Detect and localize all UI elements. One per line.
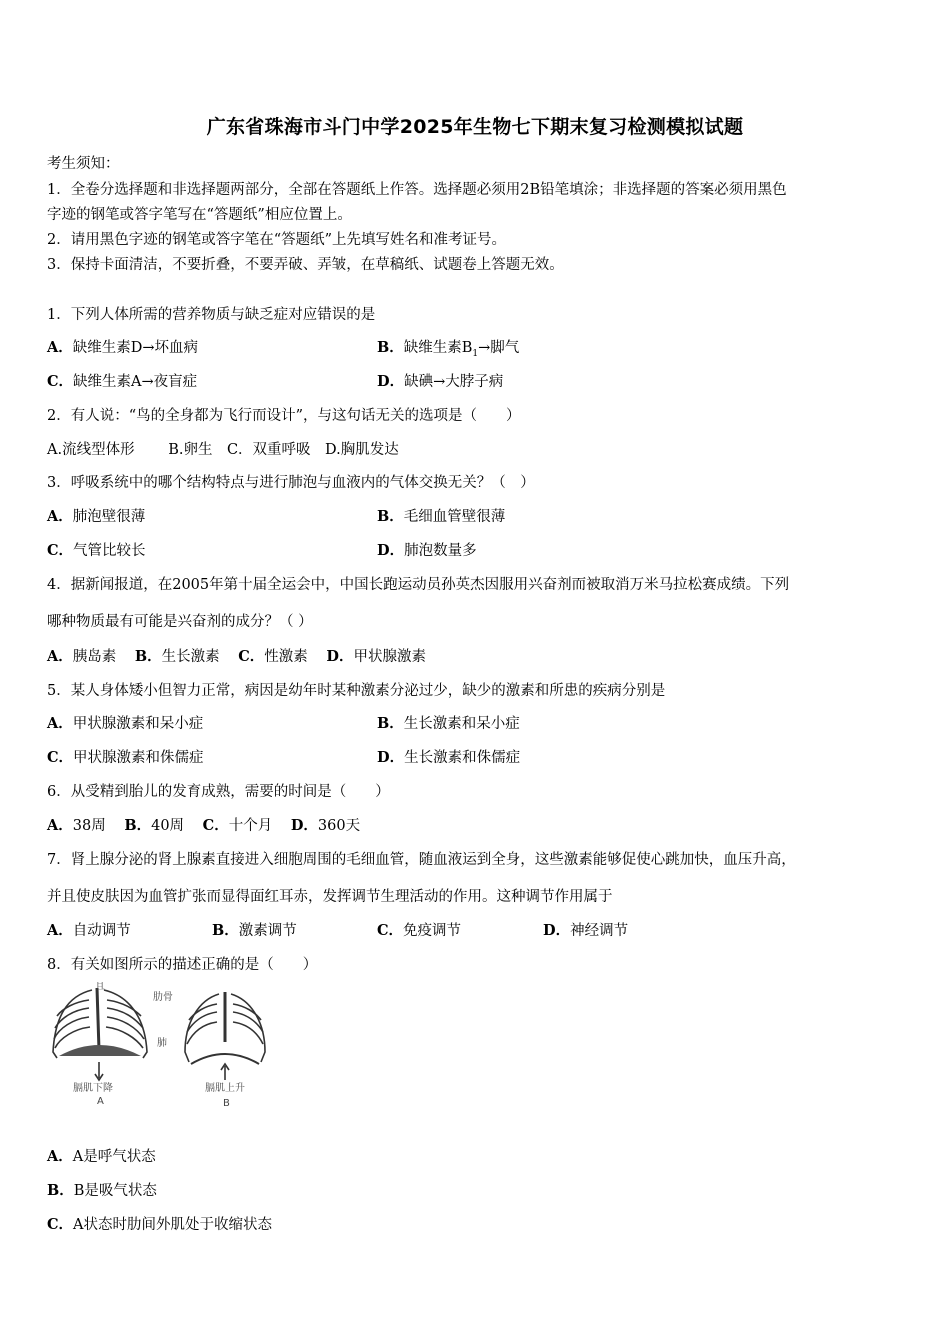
q4-option-a: [47, 649, 116, 665]
option-text: 激素调节: [238, 923, 297, 939]
q6-option-d: [291, 818, 360, 834]
option-text: 肺泡壁很薄: [72, 509, 146, 525]
letter-a: A: [97, 1096, 104, 1107]
question-4-stem: 4．据新闻报道，在2005年第十届全运会中，中国长跑运动员孙英杰因服用兴奋剂而被取消万米马拉松赛成绩。下列: [47, 577, 790, 593]
q4-option-b: [135, 649, 220, 665]
q8-option-a: [47, 1145, 156, 1166]
question-1-stem: 1．下列人体所需的营养物质与缺乏症对应错误的是: [47, 307, 376, 323]
option-text: 38周: [72, 818, 106, 834]
q4-option-d: [326, 649, 426, 665]
option-text: A状态时肋间外肌处于收缩状态: [73, 1217, 273, 1233]
option-text: 甲状腺激素: [353, 649, 426, 665]
option-label: A．: [47, 508, 73, 525]
question-2-stem: 2．有人说：“鸟的全身都为飞行而设计”，与这句话无关的选项是（ ）: [47, 408, 521, 424]
option-text: 生长激素: [161, 649, 220, 665]
option-text: B是吸气状态: [73, 1183, 157, 1199]
q4-options: [47, 645, 440, 666]
q8-option-c: [47, 1213, 272, 1234]
option-text: 生长激素和侏儒症: [404, 750, 521, 766]
option-label: A．: [47, 922, 73, 939]
option-label: C．: [238, 648, 265, 665]
q1-option-b: [377, 336, 519, 359]
caption-b: 膈肌上升: [205, 1083, 245, 1094]
q5-option-c: [47, 746, 204, 767]
q6-option-b: [124, 818, 184, 834]
option-label: B．: [377, 508, 404, 525]
q3-option-d: [377, 539, 477, 560]
q2-options: A.流线型体形 B.卵生 C．双重呼吸 D.胸肌发达: [47, 442, 399, 458]
subscript: 1: [472, 348, 479, 359]
option-label: D．: [543, 922, 571, 939]
option-label: C．: [47, 373, 74, 390]
option-text: 气管比较长: [73, 543, 146, 559]
option-text: 胰岛素: [72, 649, 117, 665]
option-text: 十个月: [228, 818, 273, 834]
option-label: D．: [377, 542, 405, 559]
ribcage-a: [53, 988, 147, 1080]
option-text: 40周: [151, 818, 185, 834]
q7-option-b: [212, 919, 297, 940]
notice-item: 3．保持卡面清洁，不要折叠，不要弄破、弄皱，在草稿纸、试题卷上答题无效。: [47, 257, 564, 273]
option-label: B．: [47, 1182, 74, 1199]
question-6-stem: 6．从受精到胎儿的发育成熟，需要的时间是（ ）: [47, 784, 390, 800]
option-text: 生长激素和呆小症: [403, 716, 520, 732]
question-7-stem: 7．肾上腺分泌的肾上腺素直接进入细胞周围的毛细血管，随血液运到全身，这些激素能够促使心跳加快，血压升高，: [47, 852, 796, 868]
q3-option-c: [47, 539, 146, 560]
q1-option-d: [377, 370, 503, 391]
q8-option-b: [47, 1179, 157, 1200]
option-label: B．: [134, 648, 162, 665]
ribcage-diagram: [47, 982, 277, 1112]
option-label: C．: [47, 542, 74, 559]
option-label: D．: [290, 817, 318, 834]
label-lung: 肺: [157, 1038, 167, 1049]
page-title: 广东省珠海市斗门中学2025年生物七下期末复习检测模拟试题: [206, 116, 744, 138]
option-text: 缺维生素A→夜盲症: [73, 374, 198, 390]
option-label: A．: [47, 1148, 73, 1165]
q5-option-a: [47, 712, 203, 733]
option-label: A．: [47, 339, 73, 356]
notice-heading: 考生须知：: [47, 156, 120, 172]
option-text: A是呼气状态: [72, 1149, 156, 1165]
option-text: 肺泡数量多: [404, 543, 477, 559]
notice-item: 2．请用黑色字迹的钢笔或答字笔在“答题纸”上先填写姓名和准考证号。: [47, 232, 507, 248]
option-text: 自动调节: [72, 923, 131, 939]
option-label: B．: [212, 922, 239, 939]
option-label: B．: [124, 817, 152, 834]
option-text: →脚气: [478, 340, 520, 356]
option-text: 缺维生素D→坏血病: [72, 340, 199, 356]
q1-option-c: [47, 370, 197, 391]
question-7-stem-cont: 并且使皮肤因为血管扩张而显得面红耳赤，发挥调节生理活动的作用。这种调节作用属于: [47, 889, 613, 905]
q3-option-b: [377, 505, 505, 526]
letter-b: B: [223, 1098, 230, 1109]
q1-option-a: [47, 336, 198, 357]
q3-option-a: [47, 505, 145, 526]
option-text: 缺碘→大脖子病: [404, 374, 504, 390]
q6-options: [47, 814, 374, 835]
q7-option-d: [543, 919, 628, 940]
q6-option-c: [203, 818, 273, 834]
notice-item: 1．全卷分选择题和非选择题两部分，全部在答题纸上作答。选择题必须用2B铅笔填涂；非选择题的答案必须用黑色: [47, 182, 787, 198]
q5-option-b: [377, 712, 520, 733]
option-text: 毛细血管壁很薄: [403, 509, 506, 525]
option-label: C．: [47, 1216, 74, 1233]
option-text: 神经调节: [570, 923, 629, 939]
option-label: B．: [377, 339, 404, 356]
option-label: D．: [377, 749, 405, 766]
option-text: 免疫调节: [403, 923, 462, 939]
option-text: 缺维生素B: [403, 340, 473, 356]
ribcage-b: [185, 992, 265, 1080]
question-3-stem: 3．呼吸系统中的哪个结构特点与进行肺泡与血液内的气体交换无关？（ ）: [47, 475, 535, 491]
q7-option-a: [47, 919, 131, 940]
q7-option-c: [377, 919, 461, 940]
q5-option-d: [377, 746, 520, 767]
option-label: D．: [377, 373, 405, 390]
question-5-stem: 5．某人身体矮小但智力正常，病因是幼年时某种激素分泌过少，缺少的激素和所患的疾病分别是: [47, 683, 666, 699]
option-label: A．: [47, 817, 73, 834]
label-a-top: 且: [95, 982, 105, 992]
caption-a: 膈肌下降: [73, 1083, 113, 1094]
option-label: C．: [377, 922, 404, 939]
option-label: C．: [202, 817, 229, 834]
q4-option-c: [238, 649, 308, 665]
option-label: A．: [47, 648, 73, 665]
option-text: 360天: [317, 818, 361, 834]
notice-item: 字迹的钢笔或答字笔写在“答题纸”相应位置上。: [47, 207, 352, 223]
option-label: B．: [377, 715, 404, 732]
question-4-stem-cont: 哪种物质最有可能是兴奋剂的成分？（ ）: [47, 614, 313, 630]
option-label: C．: [47, 749, 74, 766]
option-text: 甲状腺激素和侏儒症: [73, 750, 204, 766]
option-label: A．: [47, 715, 73, 732]
option-label: D．: [326, 648, 354, 665]
label-rib: 肋骨: [153, 992, 173, 1003]
option-text: 甲状腺激素和呆小症: [72, 716, 204, 732]
q6-option-a: [47, 818, 106, 834]
question-8-stem: 8．有关如图所示的描述正确的是（ ）: [47, 957, 318, 973]
option-text: 性激素: [264, 649, 308, 665]
